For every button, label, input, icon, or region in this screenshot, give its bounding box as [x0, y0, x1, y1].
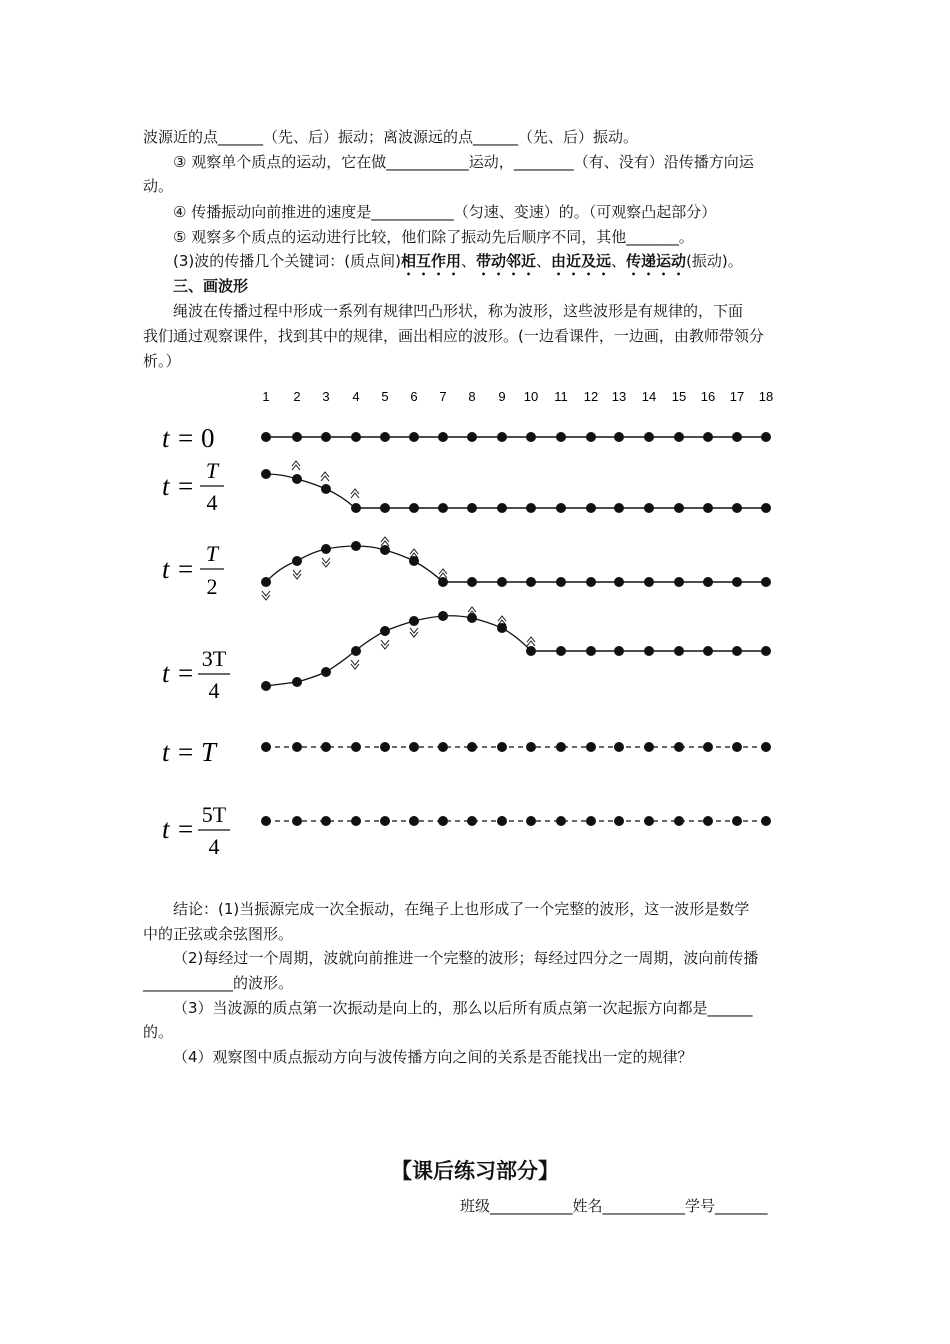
- point-number: 14: [641, 389, 657, 404]
- particle-dot: [497, 577, 507, 587]
- particle-dot: [674, 503, 684, 513]
- particles: [261, 541, 771, 587]
- label-num: T: [205, 458, 219, 483]
- label-den: 4: [208, 678, 220, 703]
- particle-dot: [380, 503, 390, 513]
- particle-dot: [674, 816, 684, 826]
- particle-dot: [556, 816, 566, 826]
- up-arrow-icon: [527, 637, 535, 646]
- particle-dot: [409, 816, 419, 826]
- particle-dot: [351, 541, 361, 551]
- particle-dot: [292, 742, 302, 752]
- label-num: 3T: [201, 646, 227, 671]
- conclusion-2b: ____________的波形。: [143, 974, 294, 992]
- rope-row-t-period: [261, 742, 771, 752]
- label-eq: =: [178, 814, 194, 844]
- point-number: 6: [410, 389, 418, 404]
- point-number: 9: [498, 389, 506, 404]
- particle-dot: [556, 503, 566, 513]
- label-t: t: [162, 554, 170, 584]
- particle-dot: [526, 577, 536, 587]
- particle-dot: [409, 742, 419, 752]
- particle-dot: [586, 432, 596, 442]
- down-arrow-icon: [322, 558, 330, 567]
- particle-dot: [351, 742, 361, 752]
- label-t: t: [162, 423, 170, 453]
- paragraph-3: ④ 传播振动向前推进的速度是___________（匀速、变速）的。（可观察凸起部分）: [173, 203, 717, 221]
- particle-dot: [321, 432, 331, 442]
- particle-dot: [703, 432, 713, 442]
- row-label-t-period: [162, 737, 218, 767]
- label-eq: =: [178, 423, 194, 453]
- label-den: 2: [206, 574, 218, 599]
- up-arrow-icon: [439, 569, 447, 578]
- paragraph-6a: 绳波在传播过程中形成一系列有规律凹凸形状，称为波形，这些波形是有规律的，下面: [173, 302, 744, 320]
- point-number: 12: [583, 389, 599, 404]
- point-number: 1: [262, 389, 270, 404]
- particle-dot: [409, 503, 419, 513]
- keyword-2: 带动邻近: [475, 252, 536, 270]
- particle-dot: [761, 742, 771, 752]
- point-number: 5: [381, 389, 389, 404]
- particle-dot: [526, 742, 536, 752]
- particle-dot: [526, 816, 536, 826]
- label-num: T: [205, 541, 219, 566]
- particle-dot: [556, 646, 566, 656]
- down-arrow-icon: [410, 628, 418, 637]
- label-den: 4: [206, 490, 218, 515]
- label-num: 0: [201, 423, 215, 453]
- particle-dot: [644, 646, 654, 656]
- keyword-4: 传递运动: [626, 252, 687, 270]
- point-number: 4: [352, 389, 360, 404]
- keywords-suffix: (振动)。: [686, 252, 743, 270]
- label-eq: =: [178, 658, 194, 688]
- particle-dot: [556, 742, 566, 752]
- rope-row-t-half: [261, 537, 771, 600]
- particle-dot: [351, 432, 361, 442]
- row-label-t-half: [162, 541, 224, 599]
- particle-dot: [761, 816, 771, 826]
- rope-row-t-quarter: [261, 461, 771, 513]
- particles: [261, 742, 771, 752]
- particle-dot: [703, 577, 713, 587]
- particle-dot: [703, 503, 713, 513]
- down-arrow-icon: [381, 640, 389, 649]
- point-number: 18: [758, 389, 774, 404]
- particle-dot: [614, 577, 624, 587]
- particle-dot: [556, 432, 566, 442]
- up-arrow-icon: [321, 472, 329, 481]
- conclusion-1a: 结论：(1)当振源完成一次全振动，在绳子上也形成了一个完整的波形，这一波形是数学: [173, 900, 750, 918]
- particle-dot: [732, 577, 742, 587]
- particle-dot: [526, 432, 536, 442]
- paragraph-2a: ③ 观察单个质点的运动，它在做___________运动，________（有、没有）沿传播方向运: [173, 153, 754, 171]
- section-heading-3: 三、画波形: [173, 277, 249, 295]
- particle-dot: [497, 742, 507, 752]
- down-arrow-icon: [293, 570, 301, 579]
- label-num: T: [201, 737, 217, 767]
- particle-dot: [321, 667, 331, 677]
- label-eq: =: [178, 471, 194, 501]
- point-number: 10: [523, 389, 539, 404]
- wave-curve: [266, 474, 355, 508]
- particle-dot: [644, 816, 654, 826]
- rope-row-t-five-quarter: [261, 816, 771, 826]
- particle-dot: [438, 577, 448, 587]
- particle-dot: [292, 432, 302, 442]
- keyword-3: 由近及远: [551, 252, 612, 270]
- particle-dot: [380, 545, 390, 555]
- particle-dot: [351, 816, 361, 826]
- particle-dot: [703, 646, 713, 656]
- particle-dot: [586, 646, 596, 656]
- particle-dot: [586, 503, 596, 513]
- conclusion-3b: 的。: [143, 1023, 174, 1041]
- point-number: 11: [554, 389, 568, 404]
- conclusion-3a: （3）当波源的质点第一次振动是向上的，那么以后所有质点第一次起振方向都是______: [173, 999, 753, 1017]
- particle-dot: [644, 432, 654, 442]
- particles: [261, 469, 771, 513]
- particle-dot: [261, 577, 271, 587]
- particle-dot: [674, 577, 684, 587]
- particle-dot: [261, 742, 271, 752]
- paragraph-1: 波源近的点______（先、后）振动；离波源远的点______（先、后）振动。: [143, 128, 639, 146]
- label-eq: =: [178, 554, 194, 584]
- keyword-sep-2: 、: [536, 252, 552, 270]
- particle-dot: [614, 816, 624, 826]
- particle-dot: [674, 432, 684, 442]
- particle-dot: [497, 503, 507, 513]
- class-name-id-line: 班级___________姓名___________学号_______: [460, 1197, 768, 1215]
- particle-dot: [761, 646, 771, 656]
- paragraph-2b: 动。: [143, 177, 174, 195]
- down-arrow-icon: [262, 591, 270, 600]
- particle-dot: [409, 616, 419, 626]
- particle-dot: [674, 742, 684, 752]
- point-number: 15: [671, 389, 687, 404]
- row-label-t-three-quarter: [162, 646, 230, 703]
- particle-dot: [292, 677, 302, 687]
- particle-dot: [556, 577, 566, 587]
- keyword-sep-3: 、: [611, 252, 627, 270]
- keyword-sep-1: 、: [460, 252, 476, 270]
- particle-dot: [409, 432, 419, 442]
- particle-dot: [321, 484, 331, 494]
- particle-dot: [438, 816, 448, 826]
- particles: [261, 816, 771, 826]
- particle-dot: [438, 611, 448, 621]
- point-numbers: [262, 389, 773, 404]
- row-label-t-quarter: [162, 458, 224, 515]
- particle-dot: [732, 742, 742, 752]
- label-eq: =: [178, 737, 194, 767]
- particle-dot: [292, 556, 302, 566]
- particle-dot: [526, 646, 536, 656]
- particle-dot: [292, 816, 302, 826]
- point-number: 3: [322, 389, 330, 404]
- particle-dot: [467, 503, 477, 513]
- particle-dot: [674, 646, 684, 656]
- particle-dot: [351, 503, 361, 513]
- paragraph-6b: 我们通过观察课件，找到其中的规律，画出相应的波形。(一边看课件，一边画，由教师带领分: [143, 327, 764, 345]
- particle-dot: [380, 816, 390, 826]
- particle-dot: [644, 577, 654, 587]
- point-number: 13: [611, 389, 627, 404]
- label-t: t: [162, 814, 170, 844]
- particle-dot: [497, 432, 507, 442]
- particle-dot: [703, 742, 713, 752]
- particle-dot: [644, 503, 654, 513]
- conclusion-2a: （2)每经过一个周期，波就向前推进一个完整的波形；每经过四分之一周期，波向前传播: [173, 949, 759, 967]
- particle-dot: [761, 577, 771, 587]
- particle-dot: [438, 742, 448, 752]
- point-number: 2: [293, 389, 301, 404]
- paragraph-6c: 析。）: [143, 352, 181, 370]
- row-label-t-five-quarter: [162, 802, 230, 859]
- particle-dot: [614, 503, 624, 513]
- rope-row-t-three-quarter: [261, 607, 771, 691]
- particle-dot: [614, 646, 624, 656]
- row-label-t0: [162, 423, 215, 453]
- label-t: t: [162, 737, 170, 767]
- particle-dot: [321, 544, 331, 554]
- particle-dot: [586, 816, 596, 826]
- particle-dot: [380, 742, 390, 752]
- particle-dot: [321, 742, 331, 752]
- particle-dot: [614, 432, 624, 442]
- particle-dot: [732, 816, 742, 826]
- particle-dot: [438, 432, 448, 442]
- particle-dot: [614, 742, 624, 752]
- particle-dot: [526, 503, 536, 513]
- particle-dot: [732, 432, 742, 442]
- particle-dot: [292, 474, 302, 484]
- particle-dot: [467, 816, 477, 826]
- keyword-1: 相互作用: [400, 252, 461, 270]
- particle-dot: [380, 626, 390, 636]
- particle-dot: [732, 646, 742, 656]
- section-title: 【课后练习部分】: [391, 1159, 559, 1183]
- up-arrow-icon: [381, 537, 389, 546]
- point-number: 16: [700, 389, 716, 404]
- down-arrow-icon: [351, 660, 359, 669]
- label-den: 4: [208, 834, 220, 859]
- particle-dot: [467, 613, 477, 623]
- particle-dot: [467, 432, 477, 442]
- particle-dot: [497, 816, 507, 826]
- label-num: 5T: [201, 802, 227, 827]
- particle-dot: [703, 816, 713, 826]
- conclusion-4: （4）观察图中质点振动方向与波传播方向之间的关系是否能找出一定的规律？: [173, 1048, 693, 1066]
- particle-dot: [467, 577, 477, 587]
- wave-curve: [266, 616, 531, 686]
- particle-dot: [261, 816, 271, 826]
- particle-dot: [761, 432, 771, 442]
- particle-dot: [321, 816, 331, 826]
- keywords-prefix: (3)波的传播几个关键词：(质点间): [173, 252, 401, 270]
- particle-dot: [261, 681, 271, 691]
- point-number: 17: [729, 389, 745, 404]
- particle-dot: [380, 432, 390, 442]
- particle-dot: [467, 742, 477, 752]
- waveform-figure: [140, 380, 790, 870]
- particle-dot: [261, 432, 271, 442]
- conclusion-1b: 中的正弦或余弦图形。: [143, 925, 294, 943]
- rope-row-t0: [261, 432, 771, 442]
- particle-dot: [586, 742, 596, 752]
- label-t: t: [162, 471, 170, 501]
- up-arrow-icon: [351, 489, 359, 498]
- particle-dot: [644, 742, 654, 752]
- paragraph-4: ⑤ 观察多个质点的运动进行比较，他们除了振动先后顺序不同，其他_______。: [173, 228, 694, 246]
- particle-dot: [438, 503, 448, 513]
- particle-dot: [586, 577, 596, 587]
- particle-dot: [732, 503, 742, 513]
- particle-dot: [351, 646, 361, 656]
- up-arrow-icon: [292, 461, 300, 470]
- particle-dot: [761, 503, 771, 513]
- label-t: t: [162, 658, 170, 688]
- particle-dot: [261, 469, 271, 479]
- point-number: 8: [468, 389, 476, 404]
- point-number: 7: [439, 389, 447, 404]
